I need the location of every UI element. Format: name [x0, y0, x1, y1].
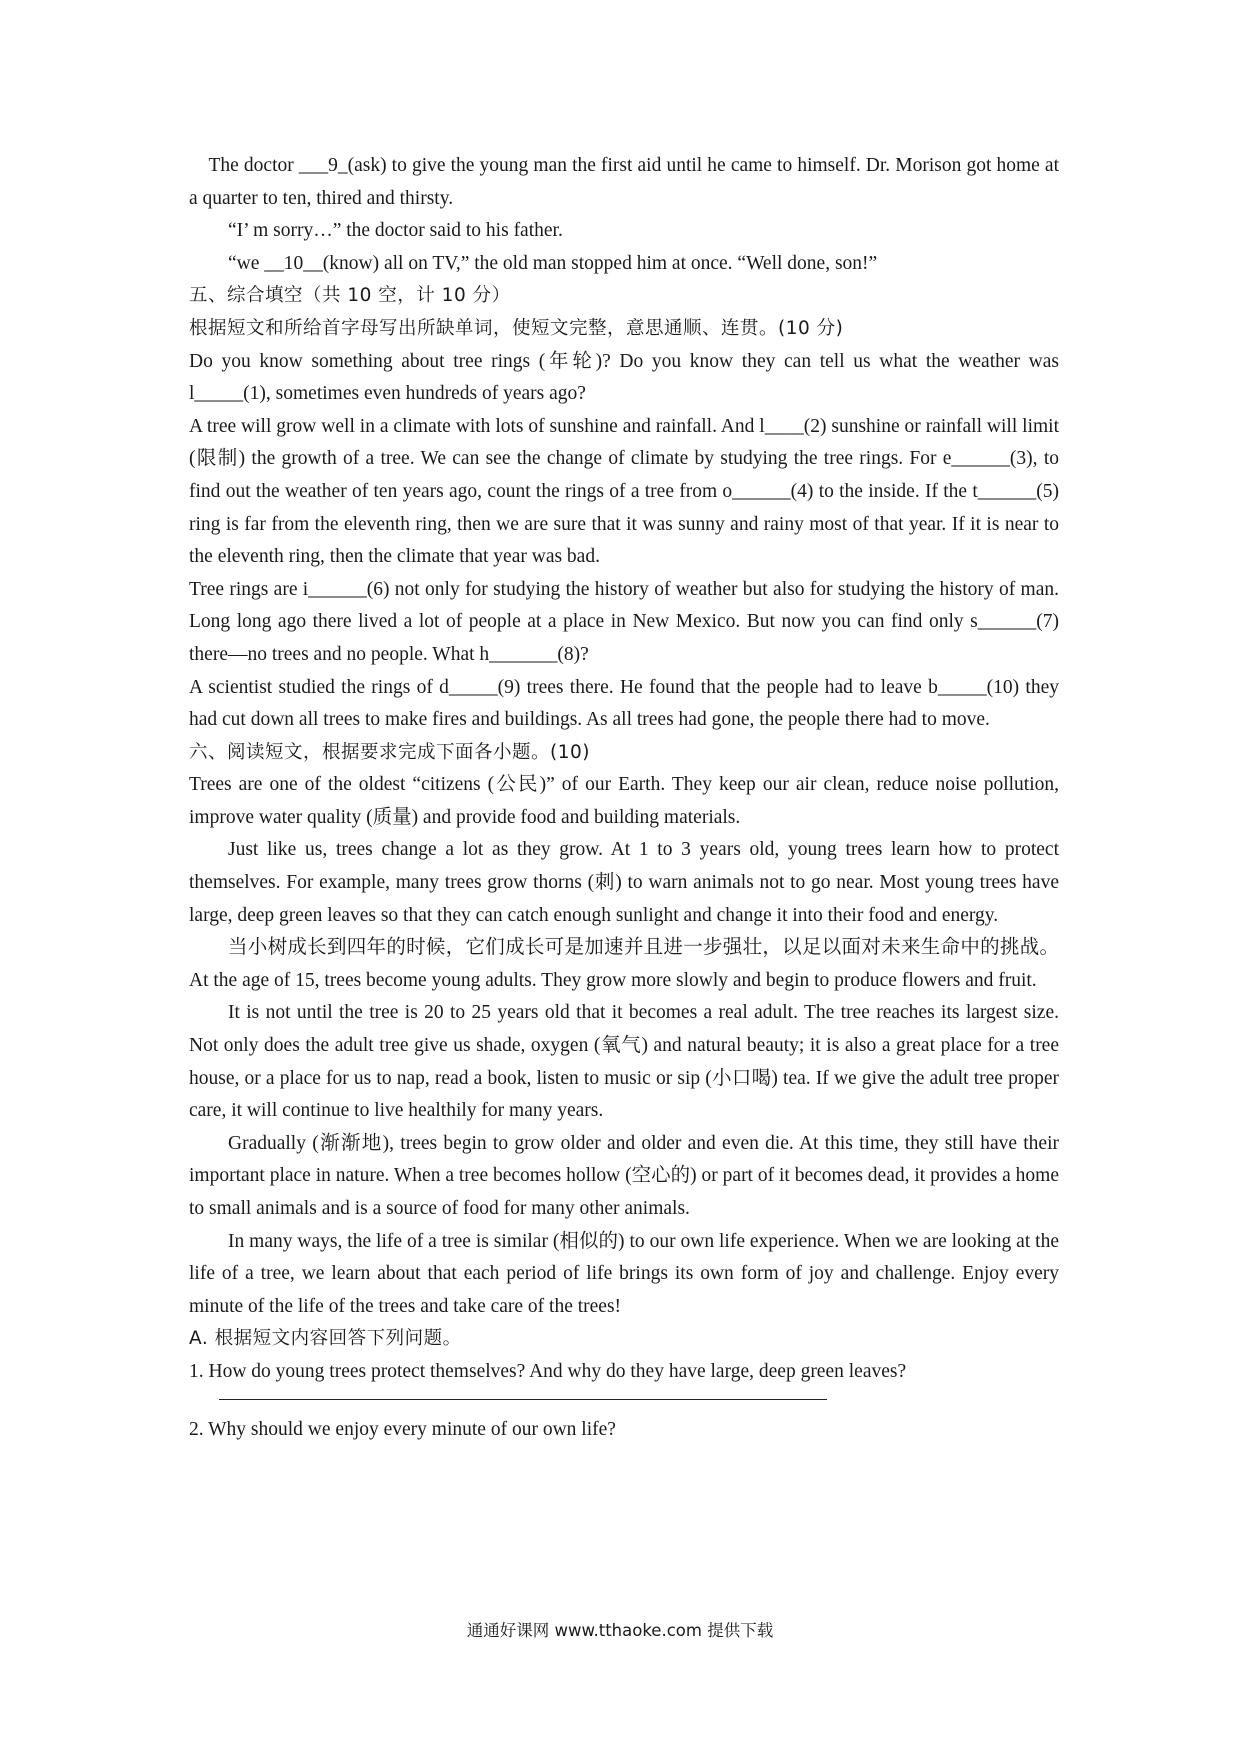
- cloze-paragraph: A scientist studied the rings of d_____(9) trees there. He found that the people had to leave b_____(10) they had cut down all trees to make fires and buildings. As all trees had gone, the people there had to move.: [189, 676, 1059, 731]
- story-end-paragraph-2: “I’ m sorry…” the doctor said to his father.: [228, 220, 563, 242]
- answer-line[interactable]: [219, 1399, 827, 1400]
- section-5-title: 五、综合填空（共 10 空，计 10 分）: [189, 285, 511, 307]
- reading-paragraph: Just like us, trees change a lot as they grow. At 1 to 3 years old, young trees learn how to protect themselves. For example, many trees grow thorns (刺) to warn animals not to go near. Most young trees have large, deep green leaves so that they can catch enough sunlight and change it into their food and energy.: [189, 839, 1059, 926]
- question-2: 2. Why should we enjoy every minute of our own life?: [189, 1418, 616, 1440]
- reading-paragraph: Trees are one of the oldest “citizens (公民)” of our Earth. They keep our air clean, reduce noise pollution, improve water quality (质量) and provide food and building materials.: [189, 774, 1059, 828]
- story-end-paragraph-1: The doctor ___9_(ask) to give the young man the first aid until he came to himself. Dr. Morison got home at a quarter to ten, thired and thirsty.: [189, 155, 1059, 209]
- reading-paragraph: Gradually (渐渐地), trees begin to grow older and older and even die. At this time, they still have their important place in nature. When a tree becomes hollow (空心的) or part of it becomes dead, it provides a home to small animals and is a source of food for many other animals.: [189, 1132, 1059, 1219]
- document-page: [189, 150, 1059, 1446]
- cloze-paragraph: Do you know something about tree rings (年轮)? Do you know they can tell us what the weather was l_____(1), sometimes even hundreds of years ago?: [189, 350, 1059, 405]
- cloze-paragraph: A tree will grow well in a climate with lots of sunshine and rainfall. And l____(2) sunshine or rainfall will limit (限制) the growth of a tree. We can see the change of climate by studying the tree rings. For e______(3), to find out the weather of ten years ago, count the rings of a tree from o______(4) to the inside. If the t______(5) ring is far from the eleventh ring, then we are sure that it was sunny and rainy most of that year. If it is near to the eleventh ring, then the climate that year was bad.: [189, 415, 1059, 568]
- question-1: 1. How do young trees protect themselves? And why do they have large, deep green leaves?: [189, 1360, 907, 1382]
- reading-paragraph: In many ways, the life of a tree is similar (相似的) to our own life experience. When we are looking at the life of a tree, we learn about that each period of life brings its own form of joy and challenge. Enjoy every minute of the life of the trees and take care of the trees!: [189, 1230, 1059, 1317]
- page-footer: 通通好课网 www.tthaoke.com 提供下载: [466, 1621, 774, 1640]
- reading-paragraph: It is not until the tree is 20 to 25 years old that it becomes a real adult. The tree reaches its largest size. Not only does the adult tree give us shade, oxygen (氧气) and natural beauty; it is also a great place for a tree house, or a place for us to nap, read a book, listen to music or sip (小口喝) tea. If we give the adult tree proper care, it will continue to live healthily for many years.: [189, 1002, 1059, 1122]
- section-6-title: 六、阅读短文，根据要求完成下面各小题。(10): [189, 741, 590, 763]
- reading-paragraph: 当小树成长到四年的时候，它们成长可是加速并且进一步强壮，以足以面对未来生命中的挑战。At the age of 15, trees become young adults. They grow more slowly and begin to produce flowers and fruit.: [189, 937, 1059, 991]
- story-end-paragraph-3: “we __10__(know) all on TV,” the old man stopped him at once. “Well done, son!”: [228, 252, 878, 274]
- part-a-title: A. 根据短文内容回答下列问题。: [189, 1328, 462, 1350]
- section-5-instruction: 根据短文和所给首字母写出所缺单词，使短文完整，意思通顺、连贯。(10 分): [189, 317, 844, 339]
- cloze-paragraph: Tree rings are i______(6) not only for studying the history of weather but also for studying the history of man. Long long ago there lived a lot of people at a place in New Mexico. But now you can find only s______(7) there—no trees and no people. What h_______(8)?: [189, 578, 1059, 665]
